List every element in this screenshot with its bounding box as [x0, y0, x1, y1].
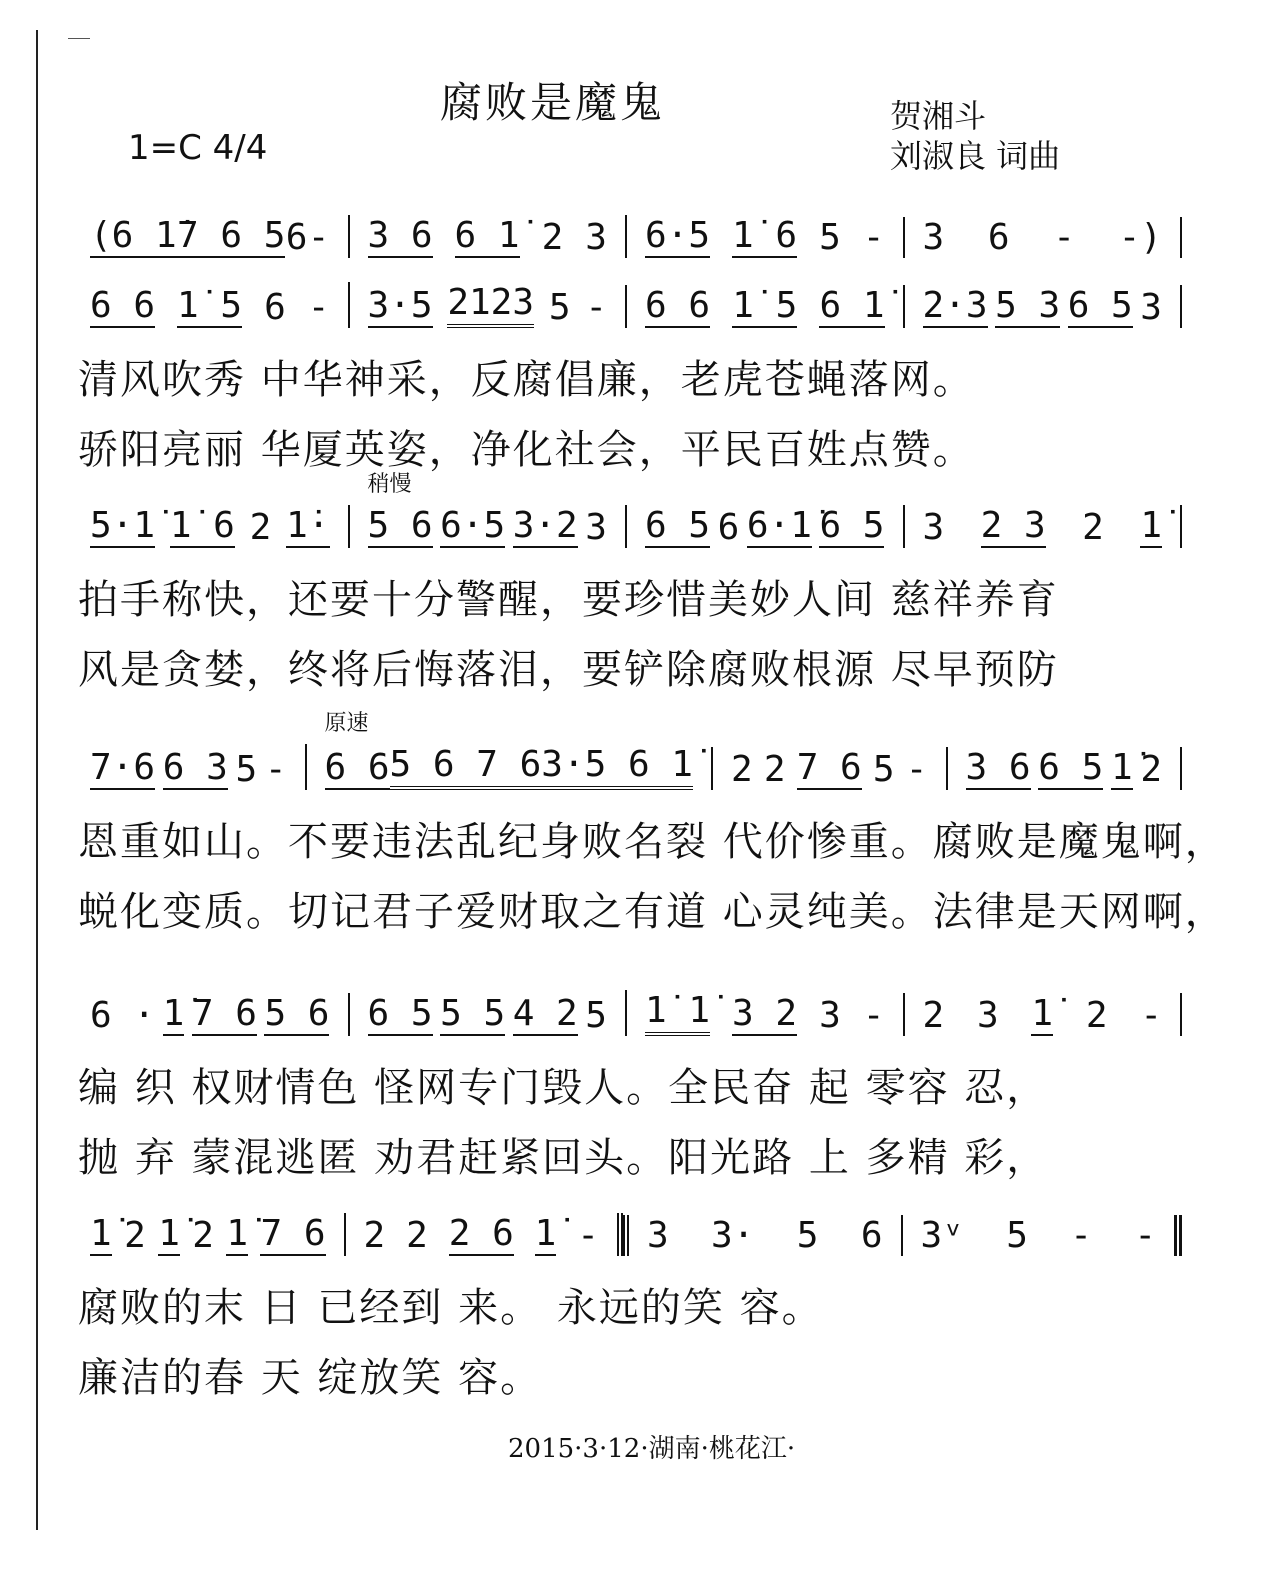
- margin-line: [36, 30, 38, 1530]
- note-group: (6 1̇: [90, 215, 177, 256]
- notation-row: [72, 268, 1182, 328]
- measure: [305, 711, 711, 790]
- note-group: 6 6: [645, 285, 711, 326]
- notation-row: [72, 711, 1182, 790]
- note-group: 6 ·: [90, 995, 156, 1036]
- note-group: 1̇ 1̇: [645, 990, 710, 1036]
- date-place-footer: 2015·3·12·湖南·桃花江·: [508, 1434, 796, 1464]
- note-group: 2·3: [922, 285, 988, 326]
- notation-row: [72, 976, 1182, 1036]
- measure: [625, 285, 903, 328]
- note-group: 6·1̇: [746, 505, 812, 546]
- measure: [903, 505, 1183, 548]
- note-group: 1̇: [90, 1213, 112, 1254]
- note-group: 1̇ 6: [732, 215, 798, 256]
- measure: [625, 505, 903, 548]
- note-group: -: [1070, 1215, 1092, 1256]
- lyric-line: 清风吹秀 中华神采，反腐倡廉，老虎苍蝇落网。: [78, 357, 975, 403]
- note-group: 6 6: [90, 285, 156, 326]
- note-group: 2: [363, 1215, 386, 1256]
- note-group: 6: [264, 287, 286, 328]
- note-group: -: [1053, 217, 1075, 258]
- note-group: 2: [249, 507, 272, 548]
- measure: [72, 1213, 344, 1256]
- note-group: 5 3: [995, 285, 1061, 326]
- measure: [348, 472, 626, 548]
- note-group: 2: [192, 1215, 214, 1256]
- note-group: 7 6: [191, 993, 257, 1034]
- lyric-line: 廉洁的春 天 绽放笑 容。: [78, 1355, 543, 1401]
- note-group: -: [264, 749, 287, 790]
- credits: [890, 96, 1060, 176]
- note-group: 6: [717, 507, 740, 548]
- note-group: 2: [124, 1215, 146, 1256]
- note-group: -: [577, 1215, 599, 1256]
- note-group: 2: [922, 995, 945, 1036]
- note-group: 3: [585, 507, 607, 548]
- note-group: 5 6 7 6: [390, 744, 542, 790]
- note-group: 6 3: [162, 747, 228, 788]
- note-group: 5: [585, 995, 607, 1036]
- measure: [72, 285, 348, 328]
- note-group: 3: [1140, 287, 1162, 328]
- measure: [72, 505, 348, 548]
- note-group: 6 5: [819, 505, 885, 546]
- note-group: 6: [987, 217, 1010, 258]
- note-group: 2: [1140, 749, 1162, 790]
- note-group: -: [862, 217, 885, 258]
- note-group: 7·6: [90, 747, 156, 788]
- credit-lyricist: 贺湘斗: [890, 97, 987, 135]
- note-group: 6·5: [645, 215, 711, 256]
- note-group: 3 2: [732, 993, 798, 1034]
- note-group: 1̇: [1031, 993, 1054, 1034]
- measure: [344, 1213, 624, 1256]
- note-group: 2: [730, 749, 753, 790]
- note-group: 1̇: [1140, 505, 1162, 546]
- note-group: 1̇: [534, 1213, 557, 1254]
- measure: [348, 282, 626, 328]
- note-group: 2 6: [448, 1213, 514, 1254]
- note-group: 6 5: [645, 505, 711, 546]
- note-group: 3: [585, 217, 607, 258]
- note-group: -: [1134, 1215, 1156, 1256]
- note-group: -: [1140, 995, 1162, 1036]
- note-group: 7 6 5: [177, 215, 286, 256]
- measure: [72, 747, 305, 790]
- note-group: 2: [406, 1215, 428, 1256]
- note-group: 3ᵛ: [920, 1215, 964, 1256]
- credit-composer: 刘淑良 词曲: [890, 137, 1061, 175]
- note-group: -: [905, 749, 928, 790]
- note-group: 2123: [447, 282, 534, 328]
- note-group: 3 6: [367, 215, 433, 256]
- note-group: 7 6: [796, 747, 862, 788]
- lyric-line: 蜕化变质。切记君子爱财取之有道 心灵纯美。法律是天网啊，: [78, 889, 1227, 935]
- measure: [901, 1215, 1183, 1256]
- song-title: 腐败是魔鬼: [440, 78, 666, 127]
- note-group: 3: [922, 217, 945, 258]
- notation-row: [72, 198, 1182, 258]
- note-group: 5: [235, 749, 258, 790]
- note-group: 2: [763, 749, 786, 790]
- measure: [623, 1215, 901, 1256]
- note-group: 6 5: [1038, 747, 1104, 788]
- note-group: 5: [548, 287, 571, 328]
- key-signature: 1=C 4/4: [128, 128, 268, 168]
- lyric-line: 编 织 权财情色 怪网专门毁人。全民奋 起 零容 忍，: [78, 1065, 1049, 1111]
- notation-row: [72, 1196, 1182, 1256]
- note-group: 2: [1085, 995, 1108, 1036]
- measure: [903, 993, 1183, 1036]
- note-group: 5: [872, 749, 895, 790]
- note-group: 5: [1006, 1215, 1028, 1256]
- note-group: 1̇: [1110, 747, 1133, 788]
- note-group: 1̇: [158, 1213, 180, 1254]
- note-group: 1̇·: [286, 505, 330, 546]
- note-group: 6 1̇: [819, 285, 885, 326]
- note-group: 6·5: [440, 505, 506, 546]
- note-group: 2 3: [980, 505, 1046, 546]
- note-group: -: [307, 217, 330, 258]
- lyric-line: 拍手称快，还要十分警醒，要珍惜美妙人间 慈祥养育: [78, 577, 1059, 623]
- measure: [946, 747, 1183, 790]
- note-group: 3 6: [965, 747, 1031, 788]
- measure: [903, 217, 1183, 258]
- note-group: 5 6: [264, 993, 330, 1034]
- note-group: 3: [647, 1215, 669, 1256]
- note-group: 3·5 6 1̇: [541, 744, 693, 790]
- measure: [72, 215, 348, 258]
- note-group: -): [1118, 217, 1162, 258]
- note-group: 6: [285, 217, 308, 258]
- note-group: 3: [922, 507, 945, 548]
- note-group: 3: [976, 995, 999, 1036]
- note-group: 5: [796, 1215, 819, 1256]
- note-group: 6 1̇: [454, 215, 520, 256]
- note-group: 6 6: [324, 747, 390, 788]
- note-group: 7 6: [260, 1213, 326, 1254]
- lyric-line: 骄阳亮丽 华厦英姿，净化社会，平民百姓点赞。: [78, 427, 975, 473]
- note-group: 5: [819, 217, 841, 258]
- note-group: -: [307, 287, 330, 328]
- note-group: 2: [1082, 507, 1104, 548]
- lyric-line: 抛 弃 蒙混逃匿 劝君赶紧回头。阳光路 上 多精 彩，: [78, 1135, 1049, 1181]
- note-group: 5·1̇: [90, 505, 156, 546]
- note-group: 5 5: [440, 993, 506, 1034]
- note-group: 1̇: [226, 1213, 249, 1254]
- measure: [711, 747, 946, 790]
- note-group: 6 5: [367, 993, 433, 1034]
- note-group: -: [585, 287, 607, 328]
- measure: [625, 990, 903, 1036]
- note-group: 1̇ 6: [169, 505, 235, 546]
- notation-row: [72, 472, 1182, 548]
- note-group: 3·2: [512, 505, 578, 546]
- note-group: 3: [819, 995, 841, 1036]
- tempo-marking: 原速: [324, 711, 369, 736]
- note-group: 6 5: [1067, 285, 1133, 326]
- lyric-line: 恩重如山。不要违法乱纪身败名裂 代价惨重。腐败是魔鬼啊，: [78, 819, 1227, 865]
- note-group: 2: [541, 217, 564, 258]
- tempo-marking: 稍慢: [367, 472, 412, 497]
- note-group: 3·: [711, 1215, 755, 1256]
- note-group: 3·5: [367, 285, 433, 326]
- lyric-line: 风是贪婪，终将后悔落泪，要铲除腐败根源 尽早预防: [78, 647, 1059, 693]
- corner-dash: [68, 38, 90, 39]
- measure: [72, 993, 348, 1036]
- note-group: 1̇: [162, 993, 185, 1034]
- note-group: -: [862, 995, 885, 1036]
- measure: [348, 215, 626, 258]
- note-group: 4 2: [512, 993, 578, 1034]
- measure: [903, 285, 1183, 328]
- note-group: 1̇ 5: [732, 285, 798, 326]
- note-group: 6: [860, 1215, 883, 1256]
- note-group: 5 6: [367, 505, 433, 546]
- measure: [625, 215, 903, 258]
- lyric-line: 腐败的末 日 已经到 来。 永远的笑 容。: [78, 1285, 824, 1331]
- note-group: 1̇ 5: [177, 285, 243, 326]
- measure: [348, 993, 626, 1036]
